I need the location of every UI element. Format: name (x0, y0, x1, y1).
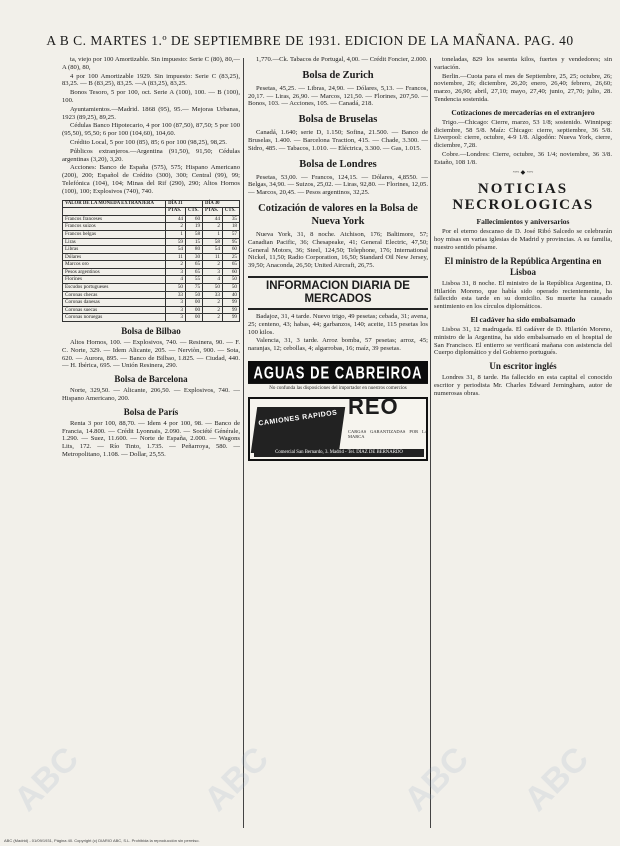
currency-value: 65 (186, 261, 203, 269)
currency-value: 60 (222, 268, 239, 276)
currency-value: 65 (222, 261, 239, 269)
currency-value: 33 (203, 291, 223, 299)
currency-value: 44 (203, 215, 223, 223)
table-row (63, 299, 240, 307)
section-title-nueva-york: Cotización de valores en la Bolsa de Nueva York (258, 202, 418, 227)
section-title-ministro: El ministro de la República Argentina en Lisboa (444, 255, 602, 277)
currency-value: 35 (222, 215, 239, 223)
table-header: VALOR DE LA MONEDA EXTRANJERA (63, 200, 166, 208)
column-rule (243, 58, 244, 828)
table-row (63, 246, 240, 254)
currency-value: 1 (166, 230, 186, 238)
currency-value: 19 (186, 223, 203, 231)
currency-name: Francos suizos (63, 223, 166, 231)
paragraph: Renta 3 por 100, 88,70. — Idem 4 por 100, 98. — Banco de Francia, 14.800. — Crédit Lyonnais, 2.090. — Société Générale, 1.290. — Suez, 11.600. — Norte de España, 2.000. — Wagons Lits, 172. — Río Tinto, 1.735. — Peñarroya, 580. — Metropolitano, 1.108. — Dollar, 25,55. (62, 419, 240, 459)
section-title-cotizaciones: Cotizaciones de mercaderías en el extranjero (451, 107, 595, 117)
currency-value: 58 (186, 230, 203, 238)
currency-value: 2 (203, 306, 223, 314)
paragraph: Nueva York, 31, 8 noche. Atchison, 176; Baltimore, 57; Canadian Pacific, 36; Chesapeake, 41; General Electric, 47,50; General Motors, 36; Steel, 124,50; Telephone, 176; International Nickel, 11,50; Radio Corporation, 16,50; Standard Oil New Jersey, 39,50; Anaconda, 26,50; United Aircraft, 26,75. (248, 230, 428, 270)
paragraph: Ayuntamientos.—Madrid. 1868 (95), 95.— Mejoras Urbanas, 1923 (89,25), 89,25. (62, 105, 240, 121)
page-footer: ABC (Madrid) - 01/09/1931, Página 40. Copyright (c) DIARIO ABC, S.L. Prohibida la reproducción sin permiso. (4, 838, 200, 843)
section-title-escritor: Un escritor inglés (489, 361, 557, 372)
currency-value: 99 (222, 306, 239, 314)
currency-value: 30 (186, 253, 203, 261)
currency-value: 99 (222, 314, 239, 322)
currency-value: 57 (222, 230, 239, 238)
currency-value: 50 (166, 284, 186, 292)
paragraph: 1,770.—Ck. Tabacos de Portugal, 4,00. — Crédit Foncier, 2.000. (256, 56, 428, 63)
currency-name: Escudos portugueses (63, 284, 166, 292)
paragraph: Lisboa 31, 12 madrugada. El cadáver de D. Hilarión Moreno, ministro de la Argentina, ha sido embalsamado en el hospital de San Francisco. El entierro se verificará mañana con asistencia del Cuerpo diplomático y del Gobierno portugués. (434, 325, 612, 357)
currency-name: Francos franceses (63, 215, 166, 223)
paragraph: Crédito Local, 5 por 100 (85), 85; 6 por 100 (98,25), 98,25. (70, 138, 227, 146)
currency-value: 00 (186, 306, 203, 314)
currency-value: 44 (166, 215, 186, 223)
paragraph: Londres 31, 8 tarde. Ha fallecido en esta capital el conocido escritor y periodista Mr. Charles Edward Jerningham, autor de numerosas obras. (434, 374, 612, 397)
currency-value: 55 (186, 276, 203, 284)
currency-value: 2 (203, 299, 223, 307)
watermark: ABC (397, 739, 476, 819)
currency-value: 60 (222, 246, 239, 254)
currency-value: 2 (166, 223, 186, 231)
table-row (63, 261, 240, 269)
paragraph: Canadá, 1.640; serie D, 1.150; Sofina, 21.500. — Banco de Bruselas, 1.400. — Barcelona Traction, 415. — Chade, 3.300. — Sidro, 485. — Tabacos, 1.010. — Eléctrica, 3.300. — Gas, 1.015. (248, 129, 428, 152)
currency-value: 4 (166, 276, 186, 284)
currency-value: 11 (166, 253, 186, 261)
section-title-bilbao: Bolsa de Bilbao (121, 326, 181, 337)
currency-value: 3 (166, 314, 186, 322)
paragraph: Cédulas Banco Hipotecario, 4 por 100 (87,50), 87,50; 5 por 100 (95,50), 95,50; 6 por 100 (104,60), 104,60. (62, 122, 240, 138)
currency-value: 3 (166, 299, 186, 307)
paragraph: Lisboa 31, 8 noche. El ministro de la República Argentina, D. Hilarión Moreno, que había sido operado recientemente, ha fallecido esta tarde en su domicilio. Su muerte ha causado sentimiento en los círculos diplomáticos. (434, 279, 612, 311)
paragraph: Norte, 329,50. — Alicante, 206,50. — Explosivos, 740. — Hispano Americano, 200. (62, 387, 240, 403)
currency-value: 99 (222, 299, 239, 307)
currency-name: Florines (63, 276, 166, 284)
currency-value: 50 (222, 276, 239, 284)
info-mercados-banner: INFORMACION DIARIA DE MERCADOS (248, 276, 428, 310)
paragraph: Badajoz, 31, 4 tarde. Nuevo trigo, 49 pesetas; cebada, 31; avena, 25; centeno, 43; habas, 44; garbanzos, 140; aceite, 115 pesetas los 100 kilos. (248, 312, 428, 336)
column-1 (62, 56, 240, 836)
aguas-advert-sub: No confunda las disposiciones del importador en nuestros comercios (269, 385, 407, 391)
table-subheader: CTS. (186, 208, 203, 216)
currency-value: 3 (203, 268, 223, 276)
truck-label: CAMIONES RAPIDOS (258, 409, 338, 428)
currency-value: 25 (222, 253, 239, 261)
currency-value: 1 (203, 230, 223, 238)
section-title-cadaver: El cadáver ha sido embalsamado (470, 314, 576, 324)
paragraph: 4 por 100 Amortizable 1929. Sin impuesto: Serie C (83,25), 83,25. — B (83,25), 83,25. —A (83,25), 83,25. (62, 72, 240, 88)
paragraph: Pesetas, 45,25. — Libras, 24,90. — Dólares, 5,13. — Francos, 20,17. — Liras, 26,90. — Marcos, 121,50. — Florines, 207,50. — Bonos, 103. — Acciones, 105. — Canadá, 218. (248, 84, 428, 108)
table-row (63, 223, 240, 231)
section-title-bruselas: Bolsa de Bruselas (298, 114, 378, 126)
header-text: A B C. MARTES 1.º DE SEPTIEMBRE DE 1931. EDICION DE LA MAÑANA. PAG. 40 (46, 33, 574, 48)
section-title-paris: Bolsa de París (123, 406, 179, 417)
paragraph: Bonos Tesoro, 5 por 100, oct. Serie A (100), 100. — B (100), 100. (62, 89, 240, 104)
currency-value: 33 (166, 291, 186, 299)
table-row (63, 215, 240, 223)
table-row (63, 230, 240, 238)
currency-name: Marcos oro (63, 261, 166, 269)
section-title-londres: Bolsa de Londres (299, 158, 377, 170)
necrologicas-heading: NECROLOGICAS (452, 197, 594, 214)
currency-value: 4 (203, 276, 223, 284)
currency-value: 2 (166, 261, 186, 269)
noticias-heading: NOTICIAS (477, 181, 569, 198)
column-3 (434, 56, 612, 836)
paragraph: Trigo.—Chicago: Cierre, marzo, 53 1/8; sostenido. Winnipeg: diciembre, 58 5/8. Maíz: Chicago: cierre, septiembre, 36 5/8. Liverpool: cierre, octubre, 4-9 1/8. Algodón: Nueva York, cierre, diciembre, 7,28. (434, 118, 612, 150)
paragraph: Pesetas, 53,00. — Francos, 124,15. — Dólares, 4,8550. — Belgas, 34,90. — Suizos, 25,02. — Liras, 92,80. — Florines, 12,05. — Marcos, 20,45. — Pesos argentinos, 32,25. (248, 173, 428, 197)
currency-name: Dólares (63, 253, 166, 261)
watermark: ABC (197, 739, 276, 819)
table-subheader: PTAS. (203, 208, 223, 216)
section-title-fallecimientos: Fallecimientos y aniversarios (476, 217, 570, 227)
currency-value: 3 (166, 268, 186, 276)
currency-value: 60 (186, 215, 203, 223)
currency-value: 3 (166, 306, 186, 314)
currency-value: 00 (186, 314, 203, 322)
table-subheader (63, 208, 166, 216)
currency-name: Coronas danesas (63, 299, 166, 307)
currency-name: Coronas checas (63, 291, 166, 299)
currency-value: 50 (203, 284, 223, 292)
aguas-advert: AGUAS DE CABREIROA (248, 361, 428, 384)
paragraph: Por el eterno descanso de D. José Ribó Salcedo se celebrarán hoy misas en varias iglesias de Madrid y provincias. A su familia, nuestro sentido pésame. (434, 228, 612, 251)
currency-value: 95 (222, 238, 239, 246)
table-subheader: PTAS. (166, 208, 186, 216)
paragraph: toneladas, 829 los sesenta kilos, fuertes y vendedores; sin variación. (434, 56, 612, 71)
currency-value: 50 (186, 291, 203, 299)
paragraph: Públicos extranjeros.—Argentina (91,50), 91,50; Cédulas argentinas (3,20), 3,20. (62, 147, 240, 163)
ornament: ~~ ◆ ~~ (512, 169, 534, 176)
table-row (63, 268, 240, 276)
currency-value: 11 (203, 253, 223, 261)
table-row (63, 291, 240, 299)
section-title-barcelona: Bolsa de Barcelona (114, 374, 188, 385)
table-row (63, 253, 240, 261)
currency-value: 2 (203, 261, 223, 269)
watermark: ABC (7, 739, 86, 819)
table-subheader: CTS. (222, 208, 239, 216)
reo-advert (248, 393, 428, 461)
table-row (63, 284, 240, 292)
currency-value: 15 (186, 238, 203, 246)
currency-name: Coronas suecas (63, 306, 166, 314)
paragraph: Acciones: Banco de España (575), 575; Hispano Americano (200), 200; Español de Crédito (300), 300; Central (99), 99; Telefónica (104), 104; Minas del Rif (290), 290; Altos Hornos (100), 100; Explosivos (740), 740. (62, 164, 240, 195)
currency-value: 18 (222, 223, 239, 231)
currency-value: 00 (186, 299, 203, 307)
currency-value: 54 (203, 246, 223, 254)
currency-table (62, 200, 240, 323)
reo-address: Comercial San Bernardo, 3. Madrid - Tel. DIAZ DE BERNARDO (254, 449, 424, 457)
reo-tagline: CARGAS GARANTIZADAS POR LA MARCA (348, 428, 428, 440)
currency-value: 65 (186, 268, 203, 276)
table-row (63, 314, 240, 322)
currency-value: 54 (166, 246, 186, 254)
table-row (63, 306, 240, 314)
currency-value: 40 (222, 291, 239, 299)
currency-value: 58 (203, 238, 223, 246)
currency-name: Francos belgas (63, 230, 166, 238)
watermark: ABC (517, 739, 596, 819)
currency-name: Libras (63, 246, 166, 254)
paragraph: Cobre.—Londres: Cierre, octubre, 36 1/4; noviembre, 36 3/8. Estaño, 108 1/8. (434, 150, 612, 166)
paragraph: Berlin.—Cuota para el mes de Septiembre, 25, 25; octubre, 26; noviembre, 26; diciembre, 26,20; enero, 26,40; febrero, 26,60; marzo, 26,90; abril, 27,10; mayo, 27,40; junio, 27,70; julio, 28. Tendencia sostenida. (434, 72, 612, 103)
currency-value: 2 (203, 223, 223, 231)
section-title-zurich: Bolsa de Zurich (302, 69, 374, 81)
table-header: DÍA 31 (166, 200, 203, 208)
column-2 (248, 56, 428, 836)
table-row (63, 276, 240, 284)
table-header: DÍA 30 (203, 200, 240, 208)
currency-name: Liras (63, 238, 166, 246)
currency-value: 80 (186, 246, 203, 254)
currency-name: Pesos argentinos (63, 268, 166, 276)
column-rule (430, 58, 431, 828)
currency-name: Coronas noruegas (63, 314, 166, 322)
currency-value: 59 (166, 238, 186, 246)
currency-value: 50 (222, 284, 239, 292)
paragraph: ta, viejo por 100 Amortizable. Sin impuesto: Serie C (80), 80,—A (80), 80, (62, 56, 240, 71)
paragraph: Altos Hornos, 100. — Explosivos, 740. — Resinera, 90. — F. C. Norte, 329. — Idem Alicante, 205. — Nerviòn, 900. — Sota, 620. — Aurora, 895. — Banco de Bilbao, 1.825. — Ciudad, 440. — H. Ibérica, 695. — Unión Resinera, 290. (62, 339, 240, 370)
paragraph: Valencia, 31, 3 tarde. Arroz bomba, 57 pesetas; arroz, 45; naranjas, 12; cebollas, 4; algarrobas, 16; maíz, 39 pesetas. (248, 337, 428, 353)
currency-value: 2 (203, 314, 223, 322)
reo-brand: REO (348, 393, 399, 419)
table-row (63, 238, 240, 246)
currency-value: 75 (186, 284, 203, 292)
page-header (30, 30, 590, 52)
